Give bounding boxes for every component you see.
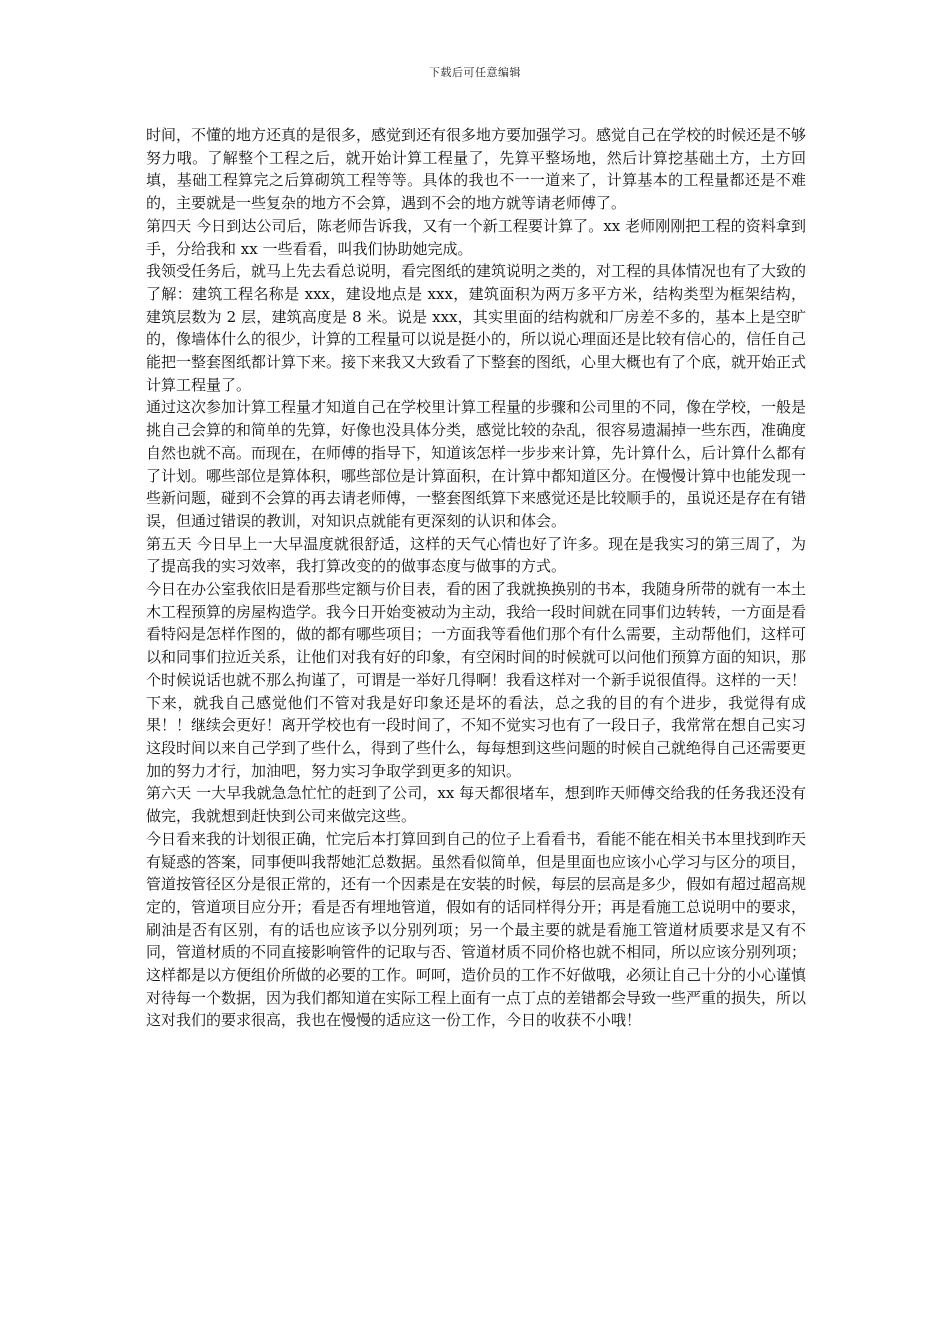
paragraph-continuation: 时间，不懂的地方还真的是很多，感觉到还有很多地方要加强学习。感觉自己在学校的时候还是不够努力哦。了解整个工程之后，就开始计算工程量了，先算平整场地，然后计算挖基础土方，土方回填，基础工程算完之后算砌筑工程等等。具体的我也不一一道来了，计算基本的工程量都还是不难的，主要就是一些复杂的地方不会算，遇到不会的地方就等请老师傅了。 xyxy=(146,126,807,213)
paragraph-task-overview: 我领受任务后，就马上先去看总说明，看完图纸的建筑说明之类的，对工程的具体情况也有了大致的了解：建筑工程名称是 xxx，建设地点是 xxx，建筑面积为两万多平方米，结构类型为框架结构，建筑层数为 2 层，建筑高度是 8 米。说是 xxx，其实里面的结构就和厂房差不多的，基本上是空旷的，像墙体什么的很少，计算的工程量可以说是挺小的，所以说心理面还是比较有信心的，信任自己能把一整套图纸都计算下来。接下来我又大致看了下整套的图纸，心里大概也有了个底，就开始正式计算工程量了。 xyxy=(146,262,807,394)
paragraph-day-four: 第四天 今日到达公司后，陈老师告诉我，又有一个新工程要计算了。xx 老师刚刚把工程的资料拿到手，分给我和 xx 一些看看，叫我们协助她完成。 xyxy=(146,216,806,258)
paragraph-day-five: 第五天 今日早上一大早温度就很舒适，这样的天气心情也好了许多。现在是我实习的第三周了，为了提高我的实习效率，我打算改变的的做事态度与做事的方式。 xyxy=(146,534,806,576)
paragraph-office-study: 今日在办公室我依旧是看那些定额与价目表，看的困了我就换换别的书本，我随身所带的就有一本土木工程预算的房屋构造学。我今日开始变被动为主动，我给一段时间就在同事们边转转，一方面是看看特闷是怎样作图的，做的都有哪些项目；一方面我等看他们那个有什么需要，主动帮他们，这样可以和同事们拉近关系，让他们对我有好的印象，有空闲时间的时候就可以问他们预算方面的知识，那个时候说话也就不那么拘谨了，可谓是一举好几得啊！我看这样对一个新手说很值得。这样的一天！下来，就我自己感觉他们不管对我是好印象还是坏的看法，总之我的目的有个进步，我觉得有成果！！继续会更好！离开学校也有一段时间了，不知不觉实习也有了一段日子，我常常在想自己实习这段时间以来自己学到了些什么，得到了些什么，每每想到这些问题的时候自己就绝得自己还需要更加的努力才行，加油吧，努力实习争取学到更多的知识。 xyxy=(146,580,807,780)
paragraph-day-six: 第六天 一大早我就急急忙忙的赶到了公司，xx 每天都很堵车，想到昨天师傅交给我的任务我还没有做完，我就想到赶快到公司来做完这些。 xyxy=(146,784,806,826)
page-header: 下载后可任意编辑 xyxy=(429,66,521,79)
paragraph-calculation-reflection: 通过这次参加计算工程量才知道自己在学校里计算工程量的步骤和公司里的不同，像在学校，一般是挑自己会算的和简单的先算，好像也没具体分类，感觉比较的杂乱，很容易遗漏掉一些东西，准确度自然也就不高。而现在，在师傅的指导下，知道该怎样一步步来计算，先计算什么，后计算什么都有了计划。哪些部位是算体积，哪些部位是计算面积，在计算中都知道区分。在慢慢计算中也能发现一些新问题，碰到不会算的再去请老师傅，一整套图纸算下来感觉还是比较顺手的，虽说还是存在有错误，但通过错误的教训，对知识点就能有更深刻的认识和体会。 xyxy=(146,398,807,530)
paragraph-data-summary: 今日看来我的计划很正确，忙完后本打算回到自己的位子上看看书，看能不能在相关书本里找到昨天有疑惑的答案，同事便叫我帮她汇总数据。虽然看似简单，但是里面也应该小心学习与区分的项目，管道按管径区分是很正常的，还有一个因素是在安装的时候，每层的层高是多少，假如有超过超高规定的，管道项目应分开；看是否有埋地管道，假如有的话同样得分开；再是看施工总说明中的要求，刷油是否有区别，有的话也应该予以分别列项；另一个最主要的就是看施工管道材质要求是又有不同，管道材质的不同直接影响管件的记取与否、管道材质不同价格也就不相同，所以应该分别列项；这样都是以方便组价所做的必要的工作。呵呵，造价员的工作不好做哦，必须让自己十分的小心谨慎对待每一个数据，因为我们都知道在实际工程上面有一点丁点的差错都会导致一些严重的损失，所以这对我们的要求很高，我也在慢慢的适应这一份工作，今日的收获不小哦！ xyxy=(146,829,807,1030)
document-body xyxy=(146,124,806,1032)
